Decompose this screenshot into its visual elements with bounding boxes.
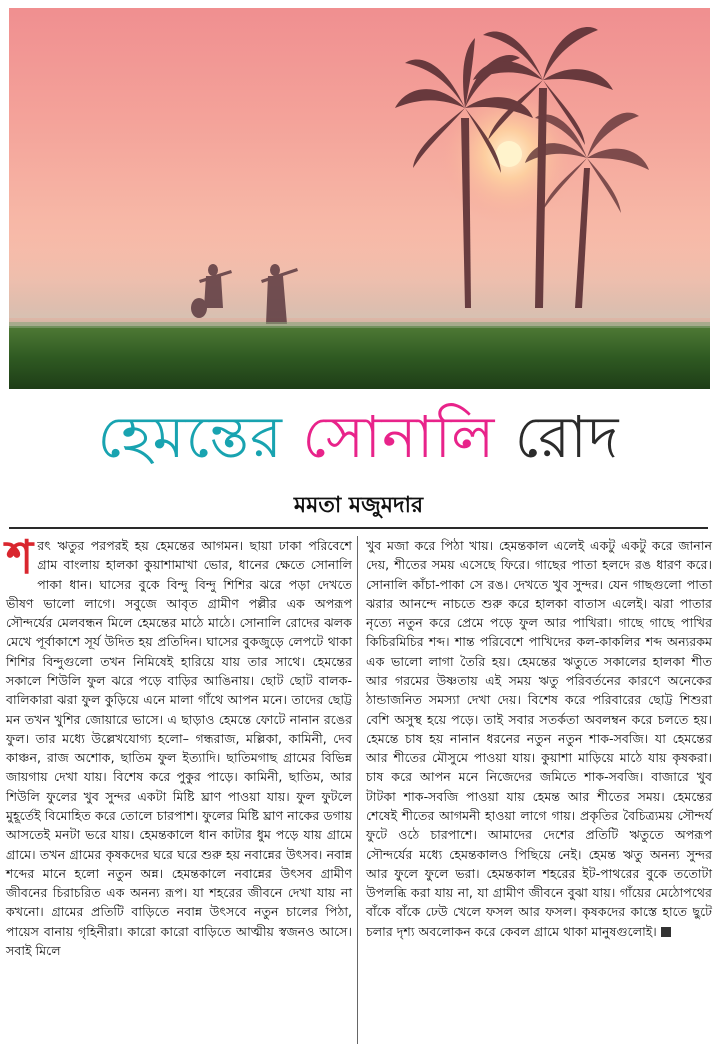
hero-photo [9,8,710,389]
column-divider [357,536,358,1044]
title-part-rod: রোদ [514,403,620,471]
paddy-field [9,326,710,389]
title-part-hemanter: হেমন্তের [97,403,283,471]
header-divider [9,527,708,529]
body-text-right: খুব মজা করে পিঠা খায়। হেমন্তকাল এলেই একটু একটু করে জানান দেয়, শীতের সময় এসেছে ফিরে। গাছের পাতা হলদে রঙ ধারণ করে। সোনালি কাঁচা-পাকা সে রঙ। দেখতে খুব সুন্দর। যেন গাছগুলো পাতা ঝরার আনন্দে নাচতে শুরু করে হালকা বাতাস এলেই। ঝরা পাতার নৃত্যে নতুন করে প্রেমে পড়ে ফুল আর পাখিরা। গাছে গাছে পাখির কিচিরমিচির শব্দ। শান্ত পরিবেশে পাখিদের কল-কাকলির শব্দ অন্যরকম এক ভালো লাগা তৈরি হয়। হেমন্তের ঋতুতে সকালের হালকা শীত আর গরমের উষ্ণতায় এই সময় ঋতু পরিবর্তনের কারণে অনেকের ঠান্ডাজনিত সমস্যা দেখা দেয়। বিশেষ করে পরিবারের ছোট্ট শিশুরা বেশি অসুস্থ হয়ে পড়ে। তাই সবার সতর্কতা অবলম্বন করে চলতে হয়। হেমন্তে চাষ হয় নানান ধরনের নতুন নতুন শাক-সবজি। যা হেমন্তের আর শীতের মৌসুমে পাওয়া যায়। কুয়াশা মাড়িয়ে মাঠে যায় কৃষকরা। চাষ করে আপন মনে নিজেদের জমিতে শাক-সবজি। বাজারে খুব টাটকা শাক-সবজি পাওয়া যায় হেমন্ত আর শীতের সময়। হেমন্তের শেষেই শীতের আগমনী হাওয়া লাগে গায়। প্রকৃতির বৈচিত্র্যময় সৌন্দর্য ফুটে ওঠে চারপাশে। আমাদের দেশের প্রতিটি ঋতুতে অপরূপ সৌন্দর্যের মধ্যে হেমন্তকালও পিছিয়ে নেই। হেমন্ত ঋতু অনন্য সুন্দর আর ফুলে ফুলে ভরা। হেমন্তকাল শহরের ইট-পাথরের বুকে ততোটা উপলব্ধি করা যায় না, যা গ্রামীণ জীবনে বুঝা যায়। গাঁয়ের মেঠোপথের বাঁকে বাঁকে ঢেউ খেলে ফসল আর ফসল। কৃষকদের কাস্তে হাতে ছুটে চলার দৃশ্য অবলোকন করে কেবল গ্রামে থাকা মানুষগুলোই। [366,538,712,939]
title-part-sonali: সোনালি [302,403,496,471]
body-text-left: রৎ ঋতুর পরপরই হয় হেমন্তের আগমন। ছায়া ঢাকা পরিবেশে গ্রাম বাংলায় হালকা কুয়াশামাখা ভোর, ধানের ক্ষেতে সোনালি পাকা ধান। ঘাসের বুকে বিন্দু বিন্দু শিশির ঝরে পড়া দেখতে ভীষণ ভালো লাগে। সবুজে আবৃত গ্রামীণ পল্লীর এক অপরূপ সৌন্দর্যের মেলবন্ধন মিলে হেমন্তের মাঠে মাঠে। সোনালি রোদের ঝলক মেখে পূর্বাকাশে সূর্য উদিত হয় প্রতিদিন। ঘাসের বুকজুড়ে লেপটে থাকা শিশির বিন্দুগুলো তখন নিমিষেই হারিয়ে যায় তার সাথে। হেমন্তের সকালে শিউলি ফুল ঝরে পড়ে বাড়ির আঙিনায়। ছোট ছোট বালক-বালিকারা ঝরা ফুল কুড়িয়ে এনে মালা গাঁথে আপন মনে। তাদের ছোট্ট মন তখন খুশির জোয়ারে ভাসে। এ ছাড়াও হেমন্তে ফোটে নানান রঙের ফুল। তার মধ্যে উল্লেখযোগ্য হলো– গন্ধরাজ, মল্লিকা, কামিনী, দেব কাঞ্চন, রাজ অশোক, ছাতিম ফুল ইত্যাদি। ছাতিমগাছ গ্রামের বিভিন্ন জায়গায় দেখা যায়। বিশেষ করে পুকুর পাড়ে। কামিনী, ছাতিম, আর শিউলি ফুলের খুব সুন্দর একটা মিষ্টি ঘ্রাণ পাওয়া যায়। ফুল ফুটলে মুহূর্তেই বিমোহিত করে তোলে চারপাশ। ফুলের মিষ্টি ঘ্রাণ নাকের ডগায় আসতেই মনটা ভরে যায়। হেমন্তকালে ধান কাটার ধুম পড়ে যায় গ্রামে গ্রামে। তখন গ্রামের কৃষকদের ঘরে ঘরে শুরু হয় নবান্নের উৎসব। নবান্ন শব্দের মানে হলো নতুন অন্ন। হেমন্তকালে নবান্নের উৎসব গ্রামীণ জীবনের চিরাচরিত এক অনন্য রূপ। যা শহরের জীবনে দেখা যায় না কখনো। গ্রামের প্রতিটি বাড়িতে নবান্ন উৎসবে নতুন চালের পিঠা, পায়েস বানায় গৃহিনীরা। কারো কারো বাড়িতে আত্মীয় স্বজনও আসে। সবাই মিলে [6,538,352,958]
end-mark-icon [661,927,671,937]
sun-icon [496,141,522,167]
body-column-right [366,536,712,941]
body-column-left [6,530,352,960]
sunrise-palm-illustration [9,8,710,389]
drop-cap: শ [6,530,34,584]
author-byline: মমতা মজুমদার [293,493,424,518]
article-title [0,394,717,480]
